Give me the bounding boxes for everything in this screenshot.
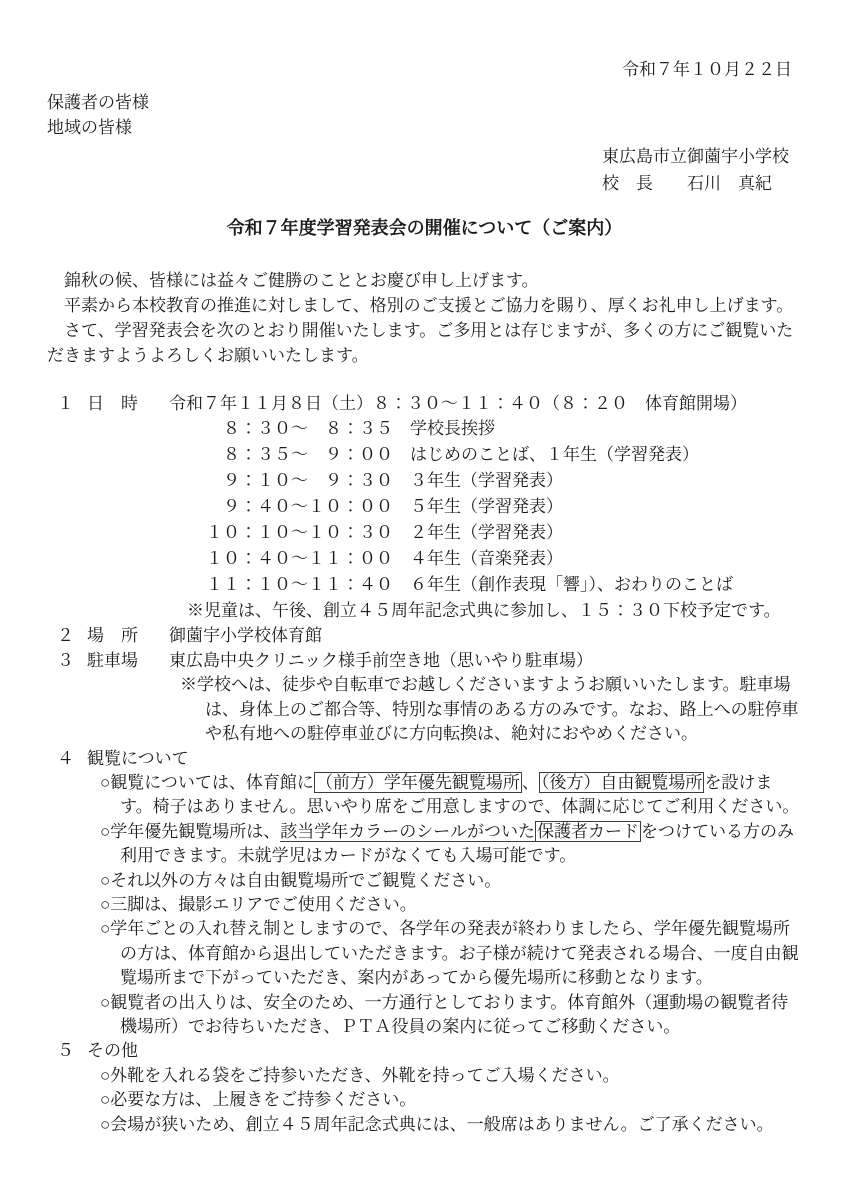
document-date: 令和７年１０月２２日 — [622, 60, 792, 79]
principal-name: 校 長 石川 真紀 — [602, 174, 772, 193]
section-viewing — [47, 747, 802, 1040]
section-viewing-heading — [47, 747, 802, 772]
section-parking-heading — [47, 649, 802, 674]
viewing-item-text: 、 — [521, 773, 539, 792]
section-datetime — [47, 391, 802, 624]
schedule-row: １１：１０～１１：４０ ６年生（創作表現「響」）、おわりのことば — [206, 575, 733, 594]
other-item: ○必要な方は、上履きをご持参ください。 — [100, 1090, 417, 1110]
section-place — [47, 624, 802, 649]
section-number: １ — [57, 394, 74, 413]
greeting-paragraph: 平素から本校教育の推進に対しまして、格別のご支援とご協力を賜り、厚くお礼申し上げます。 — [47, 296, 794, 315]
underlined-text-sticker: 該当学年カラーのシールがついた — [280, 821, 535, 841]
viewing-item: ○学年ごとの入れ替え制としますので、各学年の発表が終わりましたら、学年優先観覧場所の方は、体育館から退出していただきます。お子様が続けて発表される場合、一度自由観覧場所まで下がっていただき、案内があってから優先場所に移動となります。 — [100, 919, 799, 988]
recipient-line: 地域の皆様 — [47, 118, 132, 137]
greeting-paragraph: さて、学習発表会を次のとおり開催いたします。ご多用とは存じますが、多くの方にご観覧いただきますようよろしくお願いいたします。 — [47, 321, 794, 365]
section-value: 御薗宇小学校体育館 — [169, 626, 322, 645]
other-item: ○会場が狭いため、創立４５周年記念式典には、一般席はありません。ご了承ください。 — [100, 1114, 774, 1134]
section-label: 日 時 — [87, 394, 138, 413]
viewing-item-text: を設けます。椅子はありません。思いやり席をご用意しますので、体調に応じてご利用ください。 — [120, 773, 800, 817]
greeting-paragraph: 錦秋の候、皆様には益々ご健勝のこととお慶び申し上げます。 — [47, 271, 539, 290]
schedule-row: ９：１０～ ９：３０ ３年生（学習発表） — [206, 471, 563, 490]
section-label: その他 — [87, 1041, 138, 1061]
boxed-label-free-area: （後方）自由観覧場所 — [540, 773, 703, 792]
schedule-row: １０：１０～１０：３０ ２年生（学習発表） — [206, 523, 563, 542]
viewing-item: ○観覧者の出入りは、安全のため、一方通行としております。体育館外（運動場の観覧者待機場所）でお待ちいただき、ＰＴＡ役員の案内に従ってご移動ください。 — [100, 992, 789, 1037]
section-label: 駐車場 — [87, 650, 138, 670]
viewing-item-text: ○観覧については、体育館に — [100, 773, 314, 792]
section-label: 観覧について — [87, 748, 189, 768]
viewing-item-text: ○学年優先観覧場所は、 — [100, 821, 281, 841]
sender-block — [602, 143, 802, 197]
schedule-note: ※児童は、午後、創立４５周年記念式典に参加し、１５：３０下校予定です。 — [187, 601, 781, 620]
section-value: 令和７年１１月８日（土）８：３０～１１：４０（８：２０ 体育館開場） — [169, 394, 747, 413]
viewing-item: ○三脚は、撮影エリアでご使用ください。 — [100, 895, 417, 915]
schedule-list — [206, 416, 802, 598]
viewing-item: ○それ以外の方々は自由観覧場所でご観覧ください。 — [100, 870, 502, 890]
schedule-row: ８：３０～ ８：３５ 学校長挨拶 — [206, 419, 495, 438]
other-item: ○外靴を入れる袋をご持参いただき、外靴を持ってご入場ください。 — [100, 1065, 620, 1085]
greeting-block — [47, 268, 802, 368]
boxed-label-guardian-card: 保護者カード — [536, 821, 639, 841]
boxed-label-priority-area: （前方）学年優先観覧場所 — [315, 773, 520, 792]
schedule-row: ８：３５～ ９：００ はじめのことば、１年生（学習発表） — [206, 445, 699, 464]
section-number: ４ — [57, 748, 74, 768]
school-name: 東広島市立御薗宇小学校 — [602, 147, 789, 166]
section-label: 場 所 — [87, 626, 138, 645]
section-number: ２ — [57, 626, 74, 645]
section-place-heading — [47, 624, 802, 649]
viewing-item-text: をつけている方のみ利用できます。未就学児はカードがなくても入場可能です。 — [120, 821, 794, 866]
recipient-block — [47, 90, 802, 140]
parking-note: ※学校へは、徒歩や自転車でお越しくださいますようお願いいたします。駐車場は、身体上のご都合等、特別な事情のある方のみです。なお、路上への駐停車や私有地への駐停車並びに方向転換は、絶対におやめください。 — [180, 675, 799, 743]
document-title: 令和７年度学習発表会の開催について（ご案内） — [226, 218, 623, 238]
section-parking — [47, 649, 802, 747]
section-other — [47, 1039, 802, 1137]
section-number: ５ — [57, 1041, 74, 1061]
viewing-item — [47, 771, 802, 820]
section-number: ３ — [57, 650, 74, 670]
section-value: 東広島中央クリニック様手前空き地（思いやり駐車場） — [169, 650, 593, 670]
schedule-row: １０：４０～１１：００ ４年生（音楽発表） — [206, 549, 563, 568]
recipient-line: 保護者の皆様 — [47, 93, 149, 112]
schedule-row: ９：４０～１０：００ ５年生（学習発表） — [206, 497, 563, 516]
section-datetime-heading — [47, 391, 802, 416]
section-other-heading — [47, 1039, 802, 1064]
viewing-item — [47, 820, 802, 869]
